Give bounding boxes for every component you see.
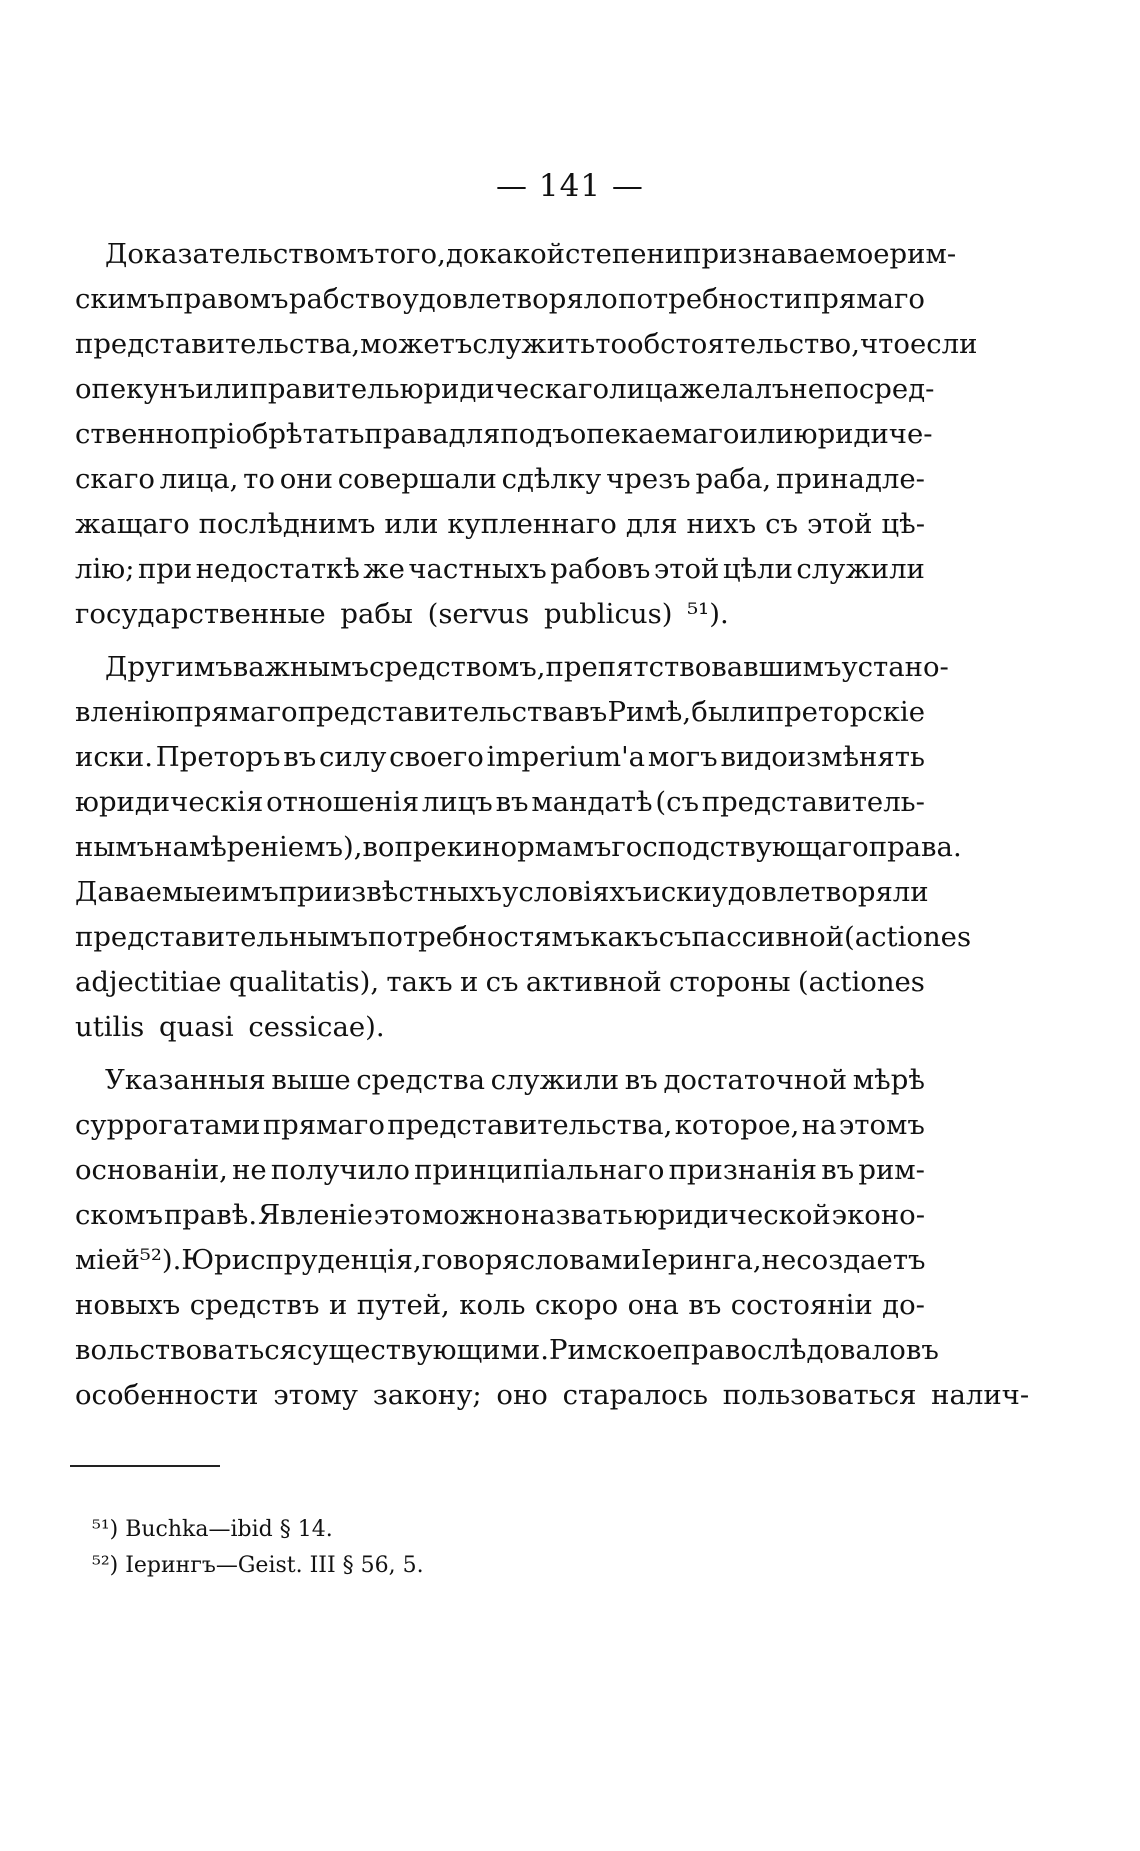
text-line: основаніи, не получило принципіальнаго признанія въ рим- [75, 1154, 925, 1186]
text-line: ственно пріобрѣтать права для подъопекаемаго или юридиче- [75, 418, 933, 450]
text-line: міей ⁵²). Юриспруденція, говоря словами Іеринга, не создаетъ [75, 1244, 926, 1276]
text-line: лію; при недостаткѣ же частныхъ рабовъ этой цѣли служили [75, 553, 925, 585]
text-line: Доказательствомъ того, до какой степени признаваемое рим- [105, 238, 957, 270]
text-line: государственные рабы (servus publicus) ⁵¹). [75, 598, 729, 630]
paragraph [75, 232, 978, 637]
page-number: — 141 — [496, 168, 644, 204]
paragraph [75, 645, 972, 1050]
footnote-divider [70, 1465, 220, 1467]
text-line: суррогатами прямаго представительства, которое, на этомъ [75, 1109, 925, 1141]
text-line: юридическія отношенія лицъ въ мандатѣ (съ представитель- [75, 786, 925, 818]
text-line: опекунъ или правитель юридическаго лица желалъ непосред- [75, 373, 935, 405]
text-line: иски. Преторъ въ силу своего imperium'а могъ видоизмѣнять [75, 741, 925, 773]
text-line: Другимъ важнымъ средствомъ, препятствовавшимъ устано- [105, 651, 949, 683]
footnotes [92, 1512, 424, 1584]
text-line: скимъ правомъ рабство удовлетворяло потребности прямаго [75, 283, 925, 315]
text-line: Указанныя выше средства служили въ достаточной мѣрѣ [105, 1064, 925, 1096]
text-line: особенности этому закону; оно старалось пользоваться налич- [75, 1379, 1030, 1411]
text-line: Даваемые имъ при извѣстныхъ условіяхъ иски удовлетворяли [75, 876, 929, 908]
text-line: скомъ правѣ. Явленіе это можно назвать юридической эконо- [75, 1199, 925, 1231]
text-line: вольствоваться существующими. Римское право слѣдовало въ [75, 1334, 939, 1366]
text-line: utilis quasi cessicae). [75, 1011, 385, 1043]
footnote: ⁵²) Іерингъ—Geist. III § 56, 5. [92, 1553, 424, 1578]
text-line: adjectitiae qualitatis), такъ и съ активной стороны (actiones [75, 966, 925, 998]
footnote: ⁵¹) Buchka—ibid § 14. [92, 1517, 333, 1542]
text-line: скаго лица, то они совершали сдѣлку чрезъ раба, принадле- [75, 463, 925, 495]
main-text [75, 232, 1030, 1418]
text-line: новыхъ средствъ и путей, коль скоро она въ состояніи до- [75, 1289, 925, 1321]
text-line: вленію прямаго представительства въ Римѣ, были преторскіе [75, 696, 925, 728]
text-line: представительства, можетъ служить то обстоятельство, что если [75, 328, 978, 360]
paragraph [75, 1058, 1030, 1418]
text-line: нымъ намѣреніемъ), вопреки нормамъ господствующаго права. [75, 831, 962, 863]
text-line: жащаго послѣднимъ или купленнаго для нихъ съ этой цѣ- [75, 508, 925, 540]
text-line: представительнымъ потребностямъ какъ съ пассивной (actiones [75, 921, 972, 953]
